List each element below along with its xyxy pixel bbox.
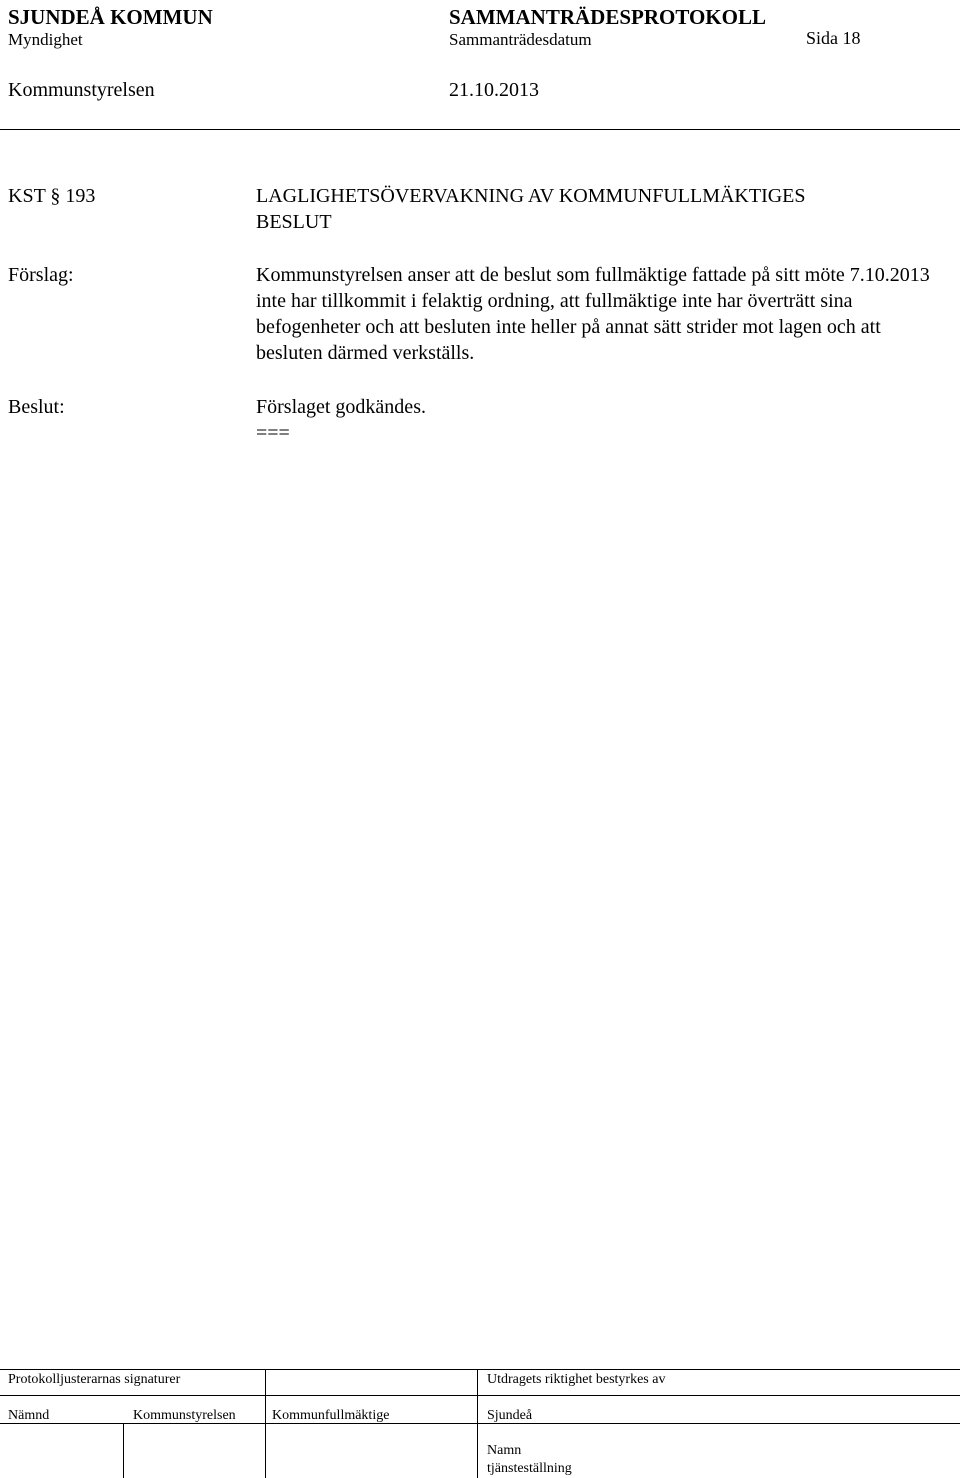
item-number: KST § 193 xyxy=(8,185,96,207)
proposal-label: Förslag: xyxy=(8,264,74,286)
page-number: Sida 18 xyxy=(806,28,861,48)
place-name: Sjundeå xyxy=(487,1408,533,1423)
meeting-date: 21.10.2013 xyxy=(449,79,539,101)
nämnd-label: Nämnd xyxy=(8,1408,50,1423)
decision-label: Beslut: xyxy=(8,396,65,418)
board-name: Kommunstyrelsen xyxy=(133,1408,236,1423)
proposal-text: Kommunstyrelsen anser att de beslut som fullmäktige fattade på sitt möte 7.10.2013 inte har tillkommit i felaktig ordning, att fullmäktige inte har överträtt sina befogenheter och att besluten inte heller på annat sätt strider mot lagen och att besluten därmed verkställs. xyxy=(256,264,930,364)
name-label: Namn xyxy=(487,1443,522,1458)
decision-text: Förslaget godkändes. xyxy=(256,396,426,418)
header-divider xyxy=(0,129,960,130)
municipality-name: SJUNDEÅ KOMMUN xyxy=(8,5,213,29)
authority-name: Kommunstyrelsen xyxy=(8,79,155,101)
footer-column-divider xyxy=(477,1369,478,1478)
item-title-line2: BESLUT xyxy=(256,211,332,233)
council-name: Kommunfullmäktige xyxy=(272,1408,390,1423)
item-title-line1: LAGLIGHETSÖVERVAKNING AV KOMMUNFULLMÄKTIGES xyxy=(256,185,806,207)
footer-row-border-1 xyxy=(0,1395,960,1396)
footer-top-border xyxy=(0,1369,960,1370)
meeting-date-label: Sammanträdesdatum xyxy=(449,30,592,49)
position-label: tjänsteställning xyxy=(487,1461,572,1476)
document-type: SAMMANTRÄDESPROTOKOLL xyxy=(449,5,766,29)
certification-label: Utdragets riktighet bestyrkes av xyxy=(487,1372,666,1387)
end-marker: === xyxy=(256,422,290,444)
authority-label: Myndighet xyxy=(8,30,83,49)
footer-column-divider xyxy=(123,1423,124,1478)
signatures-label: Protokolljusterarnas signaturer xyxy=(8,1372,181,1387)
footer-column-divider xyxy=(265,1369,266,1478)
